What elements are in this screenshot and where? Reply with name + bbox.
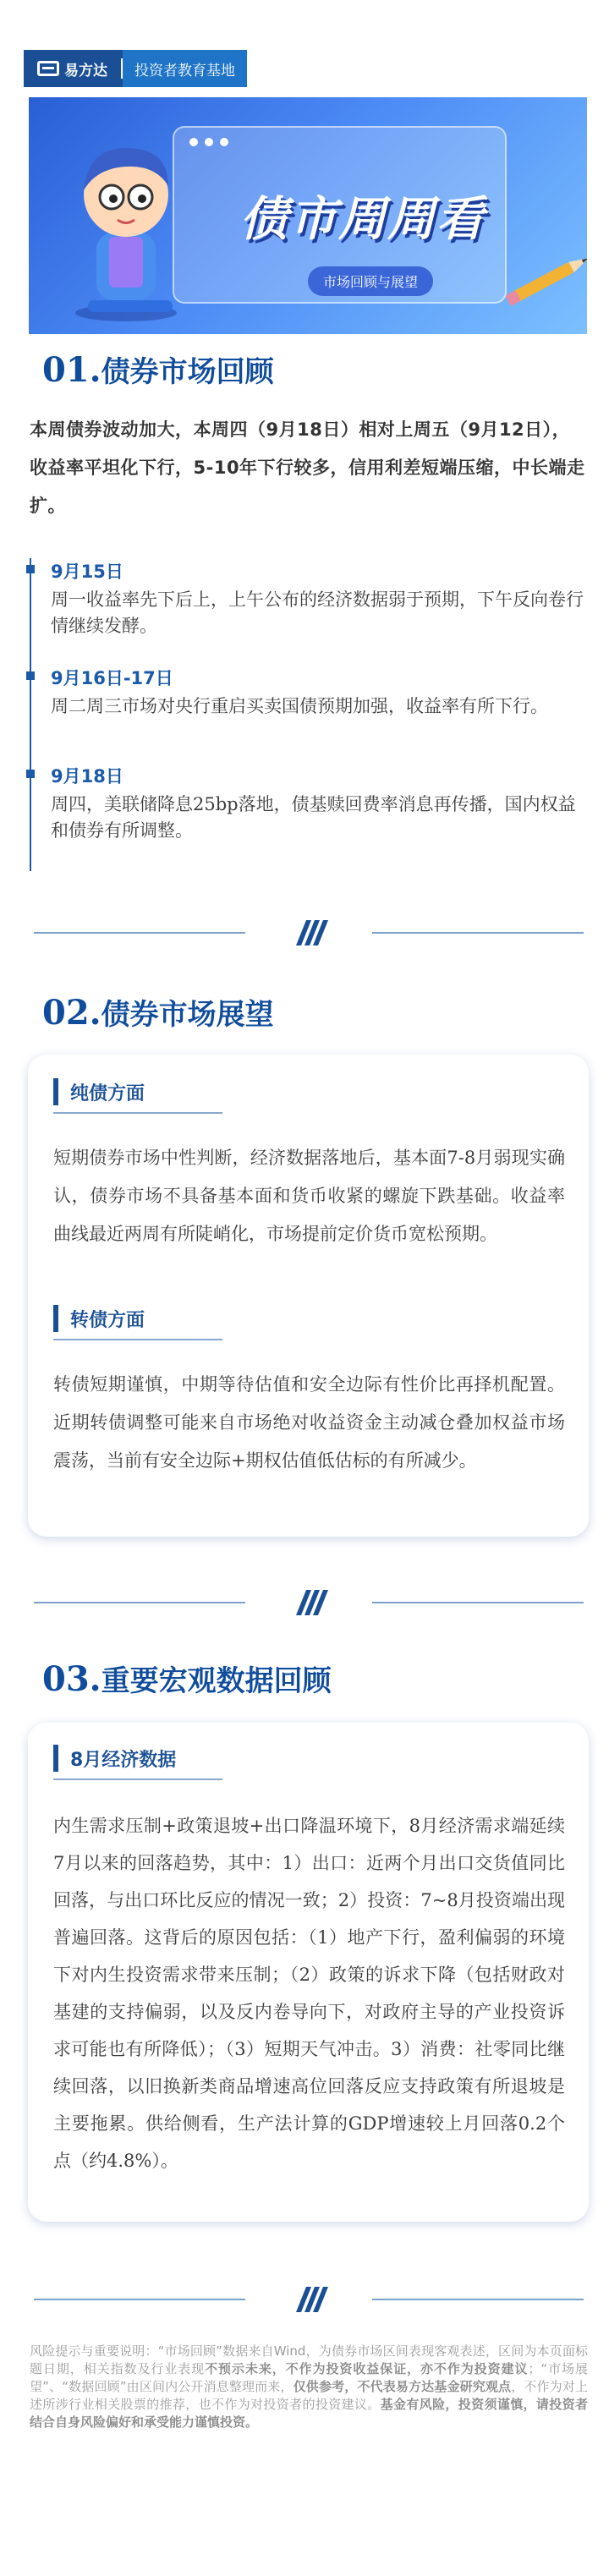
triple-slash-icon (288, 1588, 330, 1617)
timeline-dot (26, 565, 35, 573)
timeline-dot (26, 671, 35, 680)
timeline-text: 周二周三市场对央行重启买卖国债预期加强，收益率有所下行。 (51, 696, 548, 716)
timeline-item (51, 763, 584, 844)
banner-subtitle: 市场回顾与展望 (308, 266, 433, 296)
risk-disclaimer: 风险提示与重要说明：“市场回顾”数据来自Wind，为债券市场区间表现客观表述，区间为本页面标题日期，相关指数及行业表现不预示未来，不作为投资收益保证，亦不作为投资建议；“市场展望”、“数据回顾”由区间内公开消息整理而来，仅供参考，不代表易方达基金研究观点，不作为对上述所涉行业相关股票的推荐，也不作为对投资者的投资建议。基金有风险，投资须谨慎，请投资者结合自身风险偏好和承受能力谨慎投资。 (30, 2343, 588, 2430)
section-1-title: 01.债券市场回顾 (42, 350, 274, 390)
section-separator (34, 2287, 584, 2312)
section-1-intro: 本周债券波动加大，本周四（9月18日）相对上周五（9月12日），收益率平坦化下行，5-10年下行较多，信用利差短端压缩，中长端走扩。 (30, 419, 585, 516)
section-separator (34, 1590, 584, 1615)
pure-bond-heading: 纯债方面 (53, 1078, 145, 1105)
banner-title: 债市周周看 (240, 192, 486, 247)
mascot-illustration (63, 131, 189, 326)
timeline-text: 周四，美联储降息25bp落地，债基赎回费率消息再传播，国内权益和债券有所调整。 (51, 794, 576, 841)
section-2-title: 02.债券市场展望 (42, 993, 274, 1033)
section-separator (34, 920, 584, 945)
timeline-item (51, 665, 584, 720)
brand-name: 易方达 (64, 62, 107, 79)
investor-education-tag[interactable]: 投资者教育基地 (123, 50, 247, 87)
section-3-title: 03.重要宏观数据回顾 (42, 1659, 332, 1699)
august-economy-text: 内生需求压制+政策退坡+出口降温环境下，8月经济需求端延续7月以来的回落趋势，其中：1）出口：近两个月出口交货值同比回落，与出口环比反应的情况一致；2）投资：7~8月投资端出现普遍回落。这背后的原因包括：（1）地产下行，盈利偏弱的环境下对内生投资需求带来压制；（2）政策的诉求下降（包括财政对基建的支持偏弱，以及反内卷导向下，对政府主导的产业投资诉求可能也有所降低）；（3）短期天气冲击。3）消费：社零同比继续回落，以旧换新类商品增速高位回落反应支持政策有所退坡是主要拖累。供给侧看，生产法计算的GDP增速较上月回落0.2个点（约4.8%）。 (53, 1816, 565, 2171)
timeline-dot (26, 770, 35, 778)
timeline-date: 9月18日 (51, 766, 123, 787)
outlook-card (28, 1055, 589, 1537)
timeline-line (30, 558, 31, 871)
timeline-text: 周一收益率先下后上，上午公布的经济数据弱于预期，下午反向卷行情继续发酵。 (51, 589, 584, 636)
triple-slash-icon (288, 918, 330, 947)
timeline-item (51, 558, 584, 639)
pure-bond-text: 短期债券市场中性判断，经济数据落地后，基本面7-8月弱现实确认，债券市场不具备基本面和货币收紧的螺旋下跌基础。收益率曲线最近两周有所陡峭化，市场提前定价货币宽松预期。 (53, 1148, 565, 1244)
august-economy-heading: 8月经济数据 (53, 1745, 176, 1772)
triple-slash-icon (288, 2285, 330, 2314)
heading-underline (53, 1779, 222, 1780)
timeline-date: 9月16日-17日 (51, 668, 173, 688)
brand-logo[interactable] (24, 50, 121, 87)
macro-data-card (28, 1723, 589, 2222)
heading-underline (53, 1112, 222, 1114)
timeline-date: 9月15日 (51, 562, 123, 582)
window-dots (189, 138, 228, 146)
pencil-icon (504, 249, 587, 308)
convertible-bond-heading: 转债方面 (53, 1305, 145, 1332)
hero-banner (29, 97, 587, 334)
logo-icon (37, 61, 59, 76)
heading-underline (53, 1339, 222, 1340)
convertible-bond-text: 转债短期谨慎，中期等待估值和安全边际有性价比再择机配置。近期转债调整可能来自市场绝对收益资金主动减仓叠加权益市场震荡，当前有安全边际+期权估值低估标的有所减少。 (53, 1374, 565, 1471)
top-bar (24, 50, 247, 87)
